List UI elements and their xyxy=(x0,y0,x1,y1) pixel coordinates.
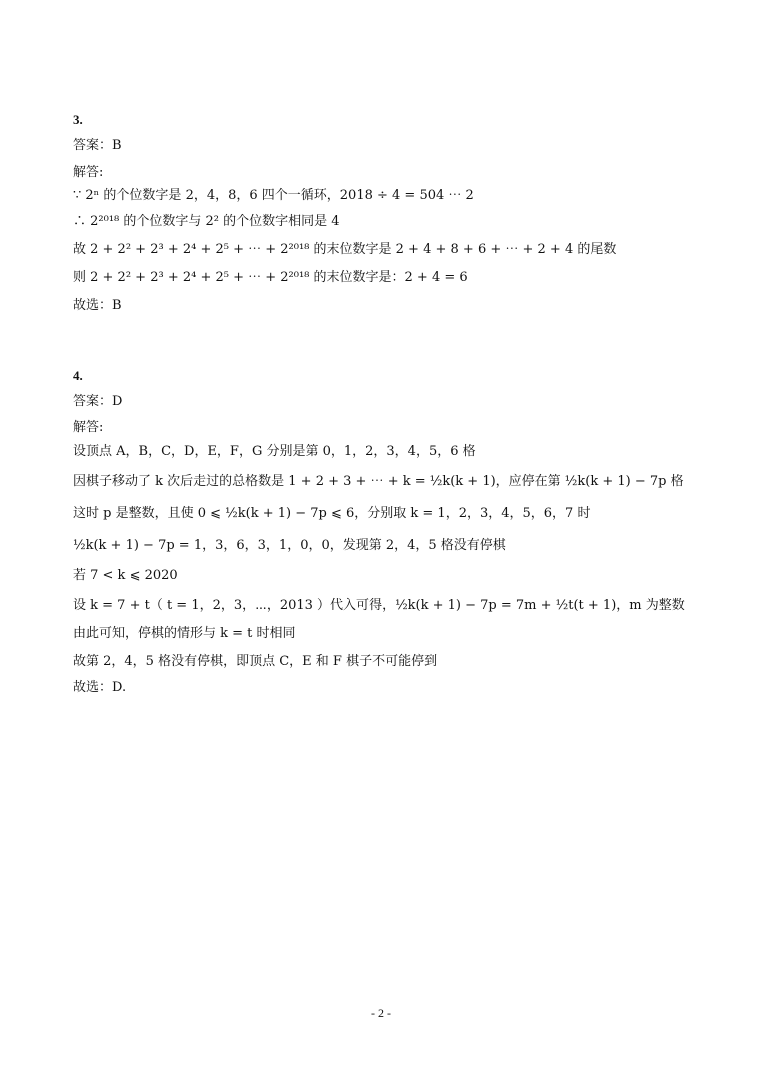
q4-line-1: 设顶点 A，B，C，D，E，F，G 分别是第 0，1，2，3，4，5，6 格 xyxy=(73,444,476,459)
q4-line-5: 若 7 < k ⩽ 2020 xyxy=(73,568,178,583)
q3-explain-label: 解答: xyxy=(73,165,104,180)
page-number: - 2 - xyxy=(371,1006,391,1020)
q3-line-3: 故 2 + 2² + 2³ + 2⁴ + 2⁵ + ⋯ + 2²⁰¹⁸ 的末位数字是 2 + 4 + 8 + 6 + ⋯ + 2 + 4 的尾数 xyxy=(73,242,617,257)
q3-choose: 故选：B xyxy=(73,298,122,313)
q3-line-4: 则 2 + 2² + 2³ + 2⁴ + 2⁵ + ⋯ + 2²⁰¹⁸ 的末位数字是：2 + 4 = 6 xyxy=(73,270,468,285)
q4-line-2: 因棋子移动了 k 次后走过的总格数是 1 + 2 + 3 + ⋯ + k = ½k(k + 1)，应停在第 ½k(k + 1) − 7p 格 xyxy=(73,474,684,489)
q4-line-8: 故第 2，4，5 格没有停棋，即顶点 C，E 和 F 棋子不可能停到 xyxy=(73,654,438,669)
q4-line-7: 由此可知，停棋的情形与 k = t 时相同 xyxy=(73,626,296,641)
q4-line-6: 设 k = 7 + t（ t = 1，2，3，⋯，2013 ）代入可得，½k(k + 1) − 7p = 7m + ½t(t + 1)，m 为整数 xyxy=(73,598,685,613)
q3-line-1: ∵ 2ⁿ 的个位数字是 2，4，8，6 四个一循环，2018 ÷ 4 = 504 ⋯ 2 xyxy=(73,188,474,203)
q3-answer: 答案：B xyxy=(73,138,122,153)
q4-explain-label: 解答: xyxy=(73,420,104,435)
q4-answer: 答案：D xyxy=(73,394,123,409)
question-3-number: 3. xyxy=(73,112,83,127)
q4-line-4: ½k(k + 1) − 7p = 1，3，6，3，1，0，0，发现第 2，4，5 格没有停棋 xyxy=(73,538,506,553)
q4-choose: 故选：D. xyxy=(73,680,127,695)
question-4-number: 4. xyxy=(73,368,83,383)
q3-line-2: ∴ 2²⁰¹⁸ 的个位数字与 2² 的个位数字相同是 4 xyxy=(73,214,340,229)
q4-line-3: 这时 p 是整数，且使 0 ⩽ ½k(k + 1) − 7p ⩽ 6，分别取 k = 1，2，3，4，5，6，7 时 xyxy=(73,506,591,521)
